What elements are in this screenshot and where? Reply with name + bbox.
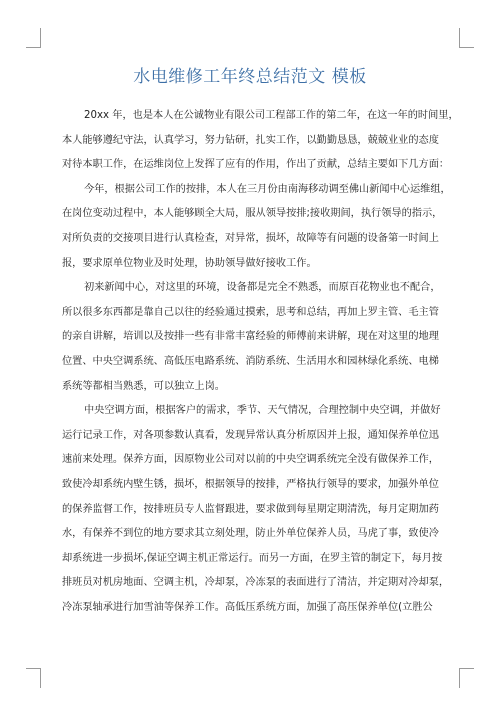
text-line: 初来新闻中心，对这里的环境，设备都是完全不熟悉，而原百花物业也不配合，: [84, 282, 441, 294]
text-line: 位置、中央空调系统、高低压电路系统、消防系统、生活用水和园林绿化系统、电梯: [62, 355, 439, 367]
crop-mark-bottom-left: [26, 668, 40, 669]
document-body: [62, 104, 459, 620]
text-line: 系统等都相当熟悉，可以独立上岗。: [62, 380, 225, 392]
crop-mark-bottom-left: [40, 668, 41, 688]
paragraph: [62, 104, 459, 178]
text-line: 对待本职工作，在运维岗位上发挥了应有的作用，作出了贡献，总结主要如下几方面：: [62, 159, 450, 171]
paragraph: [62, 399, 450, 620]
crop-mark-top-left: [26, 47, 40, 48]
text-line: 今年，根据公司工作的按排，本人在三月份由南海移动调至佛山新闻中心运维组，: [84, 183, 451, 195]
text-line: 本人能够遵纪守法，认真学习，努力钻研，扎实工作，以勤勤恳恳，兢兢业业的态度: [62, 134, 439, 146]
text-line: 20xx 年，也是本人在公诚物业有限公司工程部工作的第二年，在这一年的时间里，: [84, 110, 459, 121]
paragraph: [62, 178, 451, 276]
text-line: 致使冷却系统内壁生锈，损坏，根据领导的按排，严格执行领导的要求，加强外单位: [62, 478, 439, 490]
text-line: 冷冻泵轴承进行加雪油等保养工作。高低压系统方面，加强了高压保养单位(立胜公: [62, 601, 433, 613]
text-line: 所以很多东西都是靠自己以往的经验通过摸索，思考和总结，再加上罗主管、毛主管: [62, 306, 439, 318]
text-line: 对所负责的交接项目进行认真检查，对异常，损坏，故障等有问题的设备第一时间上: [62, 232, 439, 244]
crop-mark-top-right: [459, 28, 460, 48]
crop-mark-bottom-right: [460, 668, 474, 669]
document-title: 水电维修工年终总结范文 模板: [133, 67, 367, 87]
text-line: 的保养监督工作，按排班员专人监督跟进，要求做到每星期定期清洗，每月定期加药: [62, 503, 439, 515]
crop-mark-bottom-right: [459, 668, 460, 688]
crop-mark-top-left: [40, 28, 41, 48]
text-line: 报，要求原单位物业及时处理，协助领导做好接收工作。: [62, 257, 317, 269]
text-line: 却系统进一步损坏,保证空调主机正常运行。而另一方面，在罗主管的制定下，每月按: [62, 552, 443, 564]
text-line: 的亲自讲解，培训以及按排一些有非常丰富经验的师傅前来讲解，现在对这里的地理: [62, 331, 439, 343]
text-line: 运行记录工作，对各项参数认真看，发现异常认真分析原因并上报，通知保养单位迅: [62, 429, 439, 441]
text-line: 中央空调方面，根据客户的需求，季节、天气情况，合理控制中央空调，并做好: [84, 405, 441, 417]
crop-mark-top-right: [460, 47, 474, 48]
text-line: 水，有保养不到位的地方要求其立刻处理，防止外单位保养人员，马虎了事，致使冷: [62, 528, 439, 540]
text-line: 速前来处理。保养方面，因原物业公司对以前的中央空调系统完全没有做保养工作，: [62, 454, 439, 466]
text-line: 在岗位变动过程中，本人能够顾全大局，服从领导按排;接收期间，执行领导的指示，: [62, 208, 443, 220]
paragraph: [62, 276, 442, 399]
text-line: 排班员对机房地面、空调主机，冷却泵，冷冻泵的表面进行了清洁，并定期对冷却泵，: [62, 577, 450, 589]
